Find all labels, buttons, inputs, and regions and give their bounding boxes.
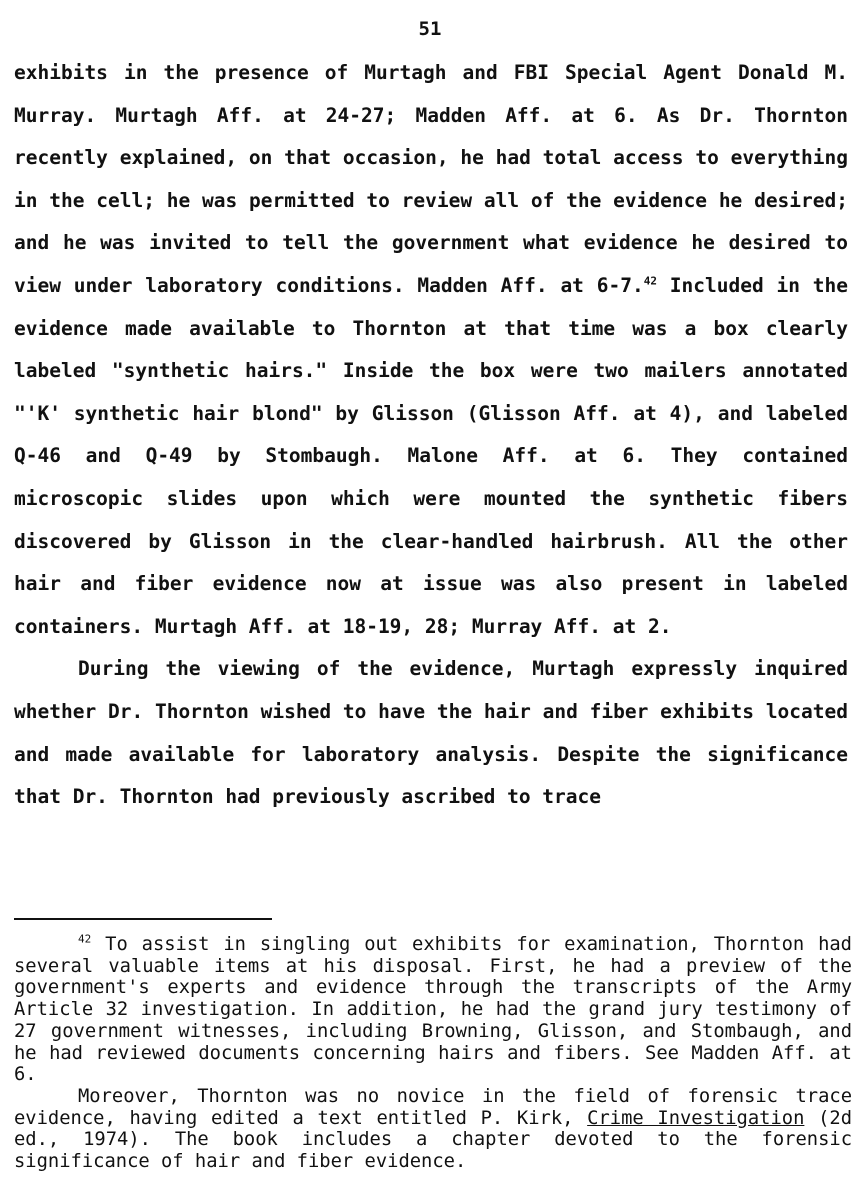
body-paragraph-2: During the viewing of the evidence, Murtagh expressly inquired whether Dr. Thornton wished to have the hair and fiber exhibits located and made available for laboratory analysis. Despite the significance that Dr. Thornton had previously ascribed to trace [14, 657, 848, 809]
footnote-section [14, 934, 852, 1173]
footnote-paragraph-1 [14, 934, 852, 1086]
footnote-paragraph-1-text: To assist in singling out exhibits for examination, Thornton had several valuable items at his disposal. First, he had a preview of the government's experts and evidence through the transcripts of the Army Article 32 investigation. In addition, he had the grand jury testimony of 27 government witnesses, including Browning, Glisson, and Stombaugh, and he had reviewed documents concerning hairs and fibers. See Madden Aff. at 6. [14, 934, 852, 1086]
page-number: 51 [418, 18, 442, 40]
footnote-divider [14, 918, 272, 920]
body-paragraph-1-text-b: Included in the evidence made available to Thornton at that time was a box clearly labeled "synthetic hairs." Inside the box were two mailers annotated "'K' synthetic hair blond" by Glisson (Glisson Aff. at 4), and labeled Q-46 and Q-49 by Stombaugh. Malone Aff. at 6. They contained microscopic slides upon which were mounted the synthetic fibers discovered by Glisson in the clear-handled hairbrush. All the other hair and fiber evidence now at issue was also present in labeled containers. Murtagh Aff. at 18-19, 28; Murray Aff. at 2. [14, 273, 848, 638]
body-paragraph-1 [14, 52, 848, 648]
book-title: Crime Investigation [587, 1107, 805, 1129]
footnote-paragraph-2-text-b: (2d ed., 1974). The book includes a chapter devoted to the forensic significance of hair and fiber evidence. [14, 1107, 853, 1173]
footnote-paragraph-2 [14, 1086, 852, 1173]
body-paragraph-1-text-a: exhibits in the presence of Murtagh and FBI Special Agent Donald M. Murray. Murtagh Aff. at 24-27; Madden Aff. at 6. As Dr. Thornton recently explained, on that occasion, he had total access to everything in the cell; he was permitted to review all of the evidence he desired; and he was invited to tell the government what evidence he desired to view under laboratory conditions. Madden Aff. at 6-7. [14, 61, 848, 297]
footnote-paragraph-2-text-a: Moreover, Thornton was no novice in the field of forensic trace evidence, having edited a text entitled P. Kirk, [14, 1085, 852, 1129]
body-text [14, 52, 848, 819]
footnote-marker: 42 [78, 932, 92, 946]
footnote-reference: 42 [643, 274, 657, 288]
